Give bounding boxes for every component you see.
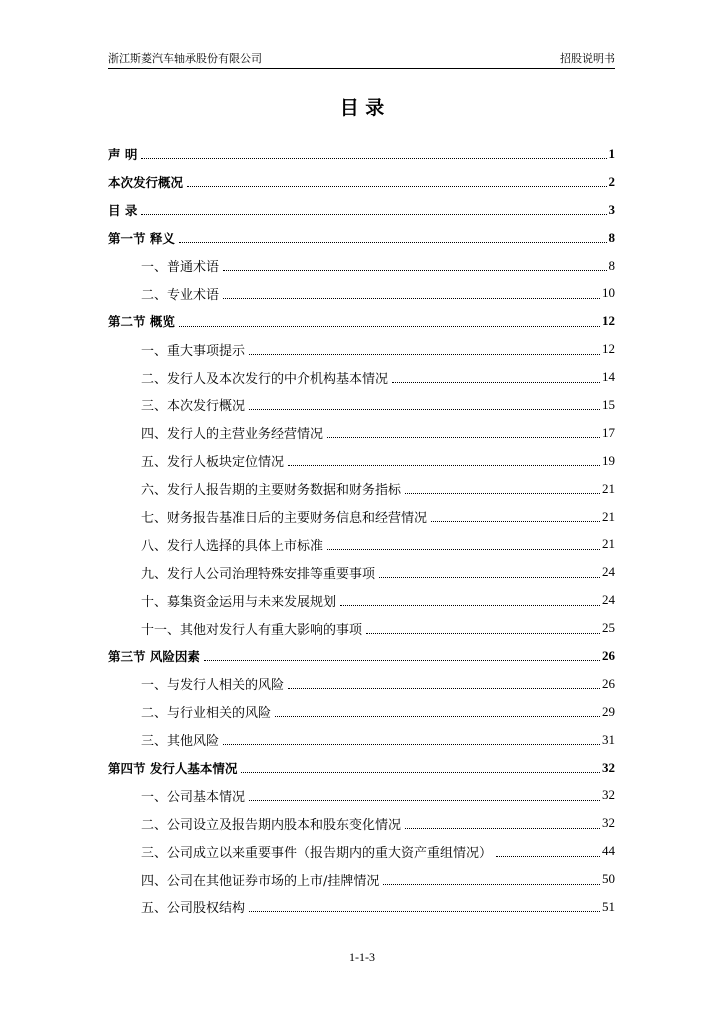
page-title: 目 录 — [339, 97, 385, 119]
toc-entry-page: 25 — [602, 620, 615, 636]
dot-leader — [405, 828, 600, 829]
toc-entry-label: 一、公司基本情况 — [141, 789, 246, 805]
toc-entry-page: 21 — [602, 508, 615, 524]
toc-entry-label: 八、发行人选择的具体上市标准 — [141, 538, 324, 554]
toc-entry-label: 一、普通术语 — [141, 260, 220, 275]
page-header — [108, 50, 615, 69]
toc-entry-page: 44 — [602, 843, 615, 859]
toc-entry-page: 31 — [602, 731, 615, 747]
dot-leader — [249, 354, 600, 355]
dot-leader — [249, 409, 600, 410]
toc-entry-page: 32 — [602, 759, 615, 775]
toc-entry-page: 1 — [608, 145, 615, 161]
toc-chapter-entry[interactable] — [108, 168, 615, 196]
toc-entry-label: 第三节 风险因素 — [108, 648, 200, 664]
toc-section-entry[interactable] — [108, 252, 615, 280]
toc-entry-label: 十、募集资金运用与未来发展规划 — [141, 594, 337, 610]
toc-entry-page: 24 — [602, 592, 615, 608]
dot-leader — [327, 549, 600, 550]
toc-entry-page: 26 — [602, 647, 615, 663]
toc-entry-page: 21 — [602, 480, 615, 496]
dot-leader — [405, 493, 600, 494]
toc-entry-page: 21 — [602, 536, 615, 552]
dot-leader — [496, 856, 600, 857]
dot-leader — [340, 605, 600, 606]
dot-leader — [141, 158, 606, 159]
toc-entry-label: 四、发行人的主营业务经营情况 — [141, 427, 324, 443]
toc-section-entry[interactable] — [108, 279, 615, 307]
dot-leader — [179, 326, 600, 327]
toc-section-entry[interactable] — [108, 865, 615, 893]
toc-entry-label: 一、与发行人相关的风险 — [141, 678, 285, 694]
toc-section-entry[interactable] — [108, 335, 615, 363]
toc-entry-page: 3 — [608, 201, 615, 217]
dot-leader — [223, 298, 600, 299]
toc-entry-label: 四、公司在其他证券市场的上市/挂牌情况 — [141, 873, 380, 889]
toc-section-entry[interactable] — [108, 475, 615, 503]
toc-entry-label: 本次发行概况 — [108, 174, 184, 190]
toc-section-entry[interactable] — [108, 837, 615, 865]
toc-section-entry[interactable] — [108, 419, 615, 447]
toc-section-entry[interactable] — [108, 391, 615, 419]
toc-entry-page: 50 — [602, 871, 615, 887]
dot-leader — [204, 660, 600, 661]
toc-entry-page: 32 — [602, 815, 615, 831]
toc-entry-label: 声 明 — [108, 146, 138, 162]
toc-entry-page: 8 — [608, 257, 615, 273]
dot-leader — [223, 270, 606, 271]
toc-section-entry[interactable] — [108, 530, 615, 558]
toc-entry-page: 26 — [602, 675, 615, 691]
dot-leader — [241, 772, 600, 773]
table-of-contents — [108, 140, 615, 921]
toc-entry-page: 19 — [602, 452, 615, 468]
toc-section-entry[interactable] — [108, 614, 615, 642]
toc-section-entry[interactable] — [108, 670, 615, 698]
toc-entry-page: 51 — [602, 898, 615, 914]
dot-leader — [179, 242, 607, 243]
toc-entry-label: 二、公司设立及报告期内股本和股东变化情况 — [141, 817, 402, 833]
toc-section-entry[interactable] — [108, 586, 615, 614]
toc-entry-label: 十一、其他对发行人有重大影响的事项 — [141, 622, 363, 638]
toc-section-entry[interactable] — [108, 781, 615, 809]
toc-chapter-entry[interactable] — [108, 307, 615, 335]
dot-leader — [383, 884, 600, 885]
toc-entry-label: 五、发行人板块定位情况 — [141, 455, 285, 471]
toc-section-entry[interactable] — [108, 698, 615, 726]
toc-section-entry[interactable] — [108, 558, 615, 586]
page-number: 1-1-3 — [349, 950, 375, 964]
toc-entry-label: 二、发行人及本次发行的中介机构基本情况 — [141, 371, 389, 387]
toc-entry-label: 目 录 — [108, 202, 138, 218]
toc-entry-page: 15 — [602, 396, 615, 412]
toc-entry-page: 14 — [602, 369, 615, 385]
dot-leader — [327, 437, 600, 438]
dot-leader — [187, 186, 606, 187]
toc-entry-page: 32 — [602, 787, 615, 803]
toc-entry-label: 三、其他风险 — [141, 734, 220, 750]
toc-section-entry[interactable] — [108, 726, 615, 754]
toc-entry-page: 17 — [602, 424, 615, 440]
toc-entry-label: 一、重大事项提示 — [141, 343, 246, 359]
toc-section-entry[interactable] — [108, 447, 615, 475]
toc-entry-label: 二、专业术语 — [141, 287, 220, 303]
toc-entry-label: 六、发行人报告期的主要财务数据和财务指标 — [141, 483, 402, 499]
toc-chapter-entry[interactable] — [108, 196, 615, 224]
toc-section-entry[interactable] — [108, 363, 615, 391]
toc-section-entry[interactable] — [108, 503, 615, 531]
toc-entry-label: 第二节 概览 — [108, 314, 175, 330]
toc-chapter-entry[interactable] — [108, 224, 615, 252]
toc-entry-page: 12 — [602, 341, 615, 357]
dot-leader — [288, 688, 600, 689]
toc-entry-label: 第四节 发行人基本情况 — [108, 760, 238, 776]
document-type: 招股说明书 — [560, 52, 615, 65]
toc-entry-page: 8 — [608, 229, 615, 245]
toc-section-entry[interactable] — [108, 893, 615, 921]
company-name: 浙江斯菱汽车轴承股份有限公司 — [108, 52, 262, 65]
toc-entry-page: 12 — [602, 313, 615, 329]
dot-leader — [249, 800, 600, 801]
toc-entry-page: 29 — [602, 703, 615, 719]
toc-entry-label: 七、财务报告基准日后的主要财务信息和经营情况 — [141, 511, 428, 527]
dot-leader — [249, 911, 600, 912]
toc-section-entry[interactable] — [108, 809, 615, 837]
dot-leader — [288, 465, 600, 466]
toc-chapter-entry[interactable] — [108, 754, 615, 782]
toc-entry-page: 2 — [608, 173, 615, 189]
toc-entry-page: 10 — [602, 285, 615, 301]
toc-entry-label: 三、本次发行概况 — [141, 399, 246, 415]
dot-leader — [223, 744, 600, 745]
dot-leader — [431, 521, 600, 522]
toc-entry-label: 二、与行业相关的风险 — [141, 706, 272, 722]
dot-leader — [366, 633, 600, 634]
toc-entry-page: 24 — [602, 564, 615, 580]
toc-entry-label: 九、发行人公司治理特殊安排等重要事项 — [141, 566, 376, 582]
toc-entry-label: 三、公司成立以来重要事件（报告期内的重大资产重组情况） — [141, 845, 493, 861]
toc-chapter-entry[interactable] — [108, 140, 615, 168]
dot-leader — [379, 577, 600, 578]
dot-leader — [275, 716, 600, 717]
toc-entry-label: 第一节 释义 — [108, 230, 175, 246]
dot-leader — [392, 382, 600, 383]
toc-chapter-entry[interactable] — [108, 642, 615, 670]
toc-entry-label: 五、公司股权结构 — [141, 901, 246, 917]
dot-leader — [141, 214, 606, 215]
